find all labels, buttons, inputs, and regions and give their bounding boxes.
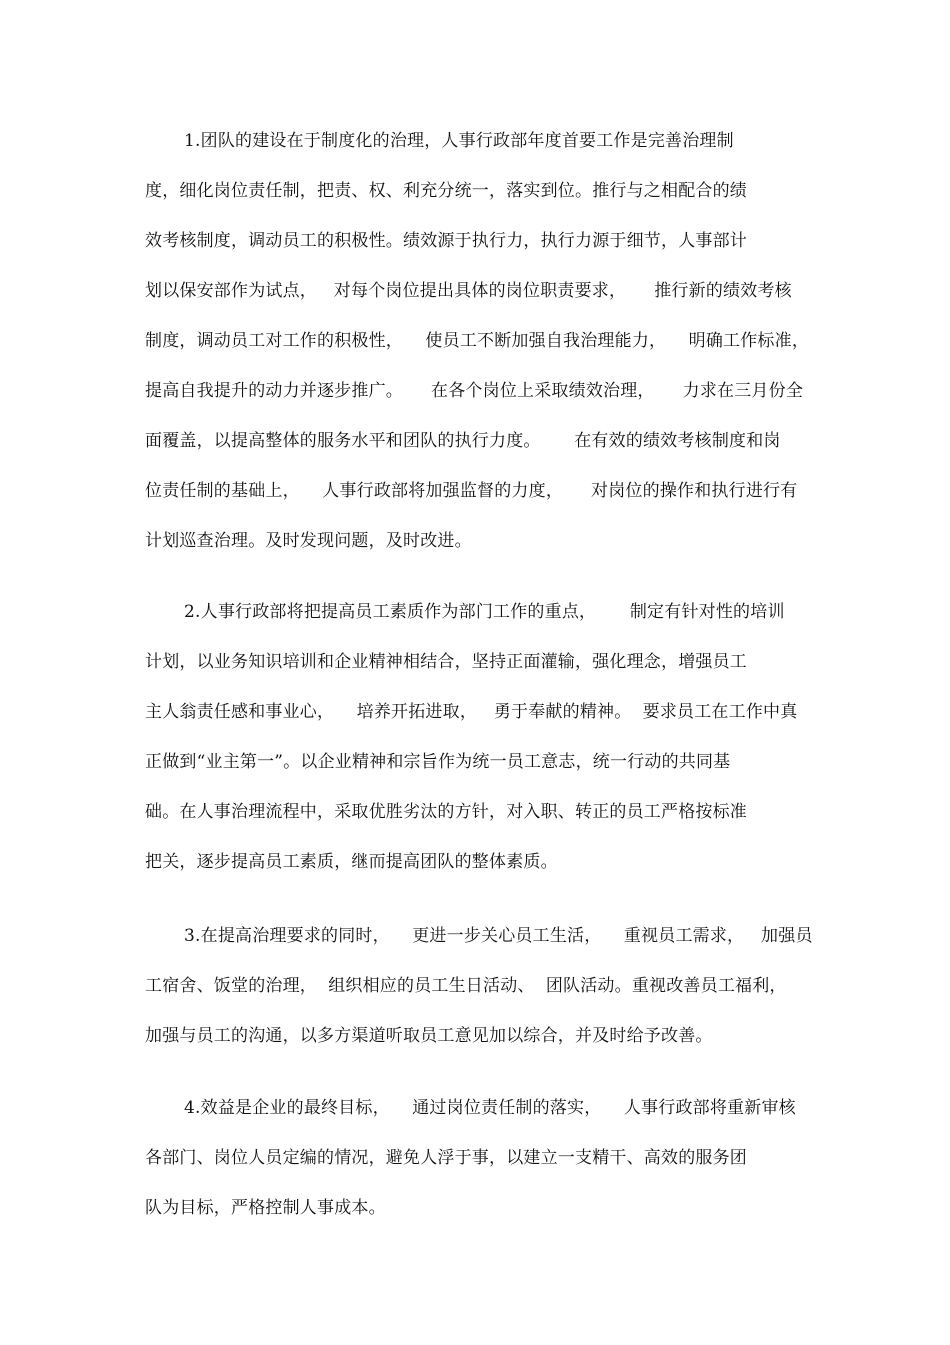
paragraph-1-line-6: 提高自我提升的动力并逐步推广。 在各个岗位上采取绩效治理， 力求在三月份全 <box>145 381 804 401</box>
paragraph-1-line-1: 1.团队的建设在于制度化的治理，人事行政部年度首要工作是完善治理制 <box>184 131 734 151</box>
paragraph-3-line-2: 工宿舍、饭堂的治理， 组织相应的员工生日活动、 团队活动。重视改善员工福利， <box>145 976 787 996</box>
paragraph-2-line-3: 主人翁责任感和事业心， 培养开拓进取， 勇于奉献的精神。 要求员工在工作中真 <box>145 702 798 722</box>
paragraph-1-line-8: 位责任制的基础上， 人事行政部将加强监督的力度， 对岗位的操作和执行进行有 <box>145 481 798 501</box>
paragraph-1-line-3: 效考核制度，调动员工的积极性。绩效源于执行力，执行力源于细节，人事部计 <box>145 231 747 251</box>
paragraph-1-line-5: 制度，调动员工对工作的积极性， 使员工不断加强自我治理能力， 明确工作标准， <box>145 331 810 351</box>
paragraph-2-line-6: 把关，逐步提高员工素质，继而提高团队的整体素质。 <box>145 852 558 872</box>
paragraph-2-line-1: 2.人事行政部将把提高员工素质作为部门工作的重点， 制定有针对性的培训 <box>184 602 785 622</box>
paragraph-2-line-5: 础。在人事治理流程中，采取优胜劣汰的方针，对入职、转正的员工严格按标准 <box>145 802 747 822</box>
paragraph-1-line-2: 度，细化岗位责任制，把责、权、利充分统一，落实到位。推行与之相配合的绩 <box>145 181 747 201</box>
paragraph-2-line-2: 计划，以业务知识培训和企业精神相结合，坚持正面灌输，强化理念，增强员工 <box>145 652 747 672</box>
paragraph-4-line-3: 队为目标，严格控制人事成本。 <box>145 1198 386 1218</box>
paragraph-3-line-1: 3.在提高治理要求的同时， 更进一步关心员工生活， 重视员工需求， 加强员 <box>184 926 813 946</box>
paragraph-3-line-3: 加强与员工的沟通，以多方渠道听取员工意见加以综合，并及时给予改善。 <box>145 1026 713 1046</box>
paragraph-4-line-1: 4.效益是企业的最终目标， 通过岗位责任制的落实， 人事行政部将重新审核 <box>184 1098 796 1118</box>
paragraph-4-line-2: 各部门、岗位人员定编的情况，避免人浮于事，以建立一支精干、高效的服务团 <box>145 1148 747 1168</box>
paragraph-1-line-9: 计划巡查治理。及时发现问题，及时改进。 <box>145 531 472 551</box>
paragraph-1-line-4: 划以保安部作为试点， 对每个岗位提出具体的岗位职责要求， 推行新的绩效考核 <box>145 281 792 301</box>
paragraph-2-line-4: 正做到“业主第一”。以企业精神和宗旨作为统一员工意志，统一行动的共同基 <box>145 752 731 772</box>
paragraph-1-line-7: 面覆盖，以提高整体的服务水平和团队的执行力度。 在有效的绩效考核制度和岗 <box>145 431 781 451</box>
